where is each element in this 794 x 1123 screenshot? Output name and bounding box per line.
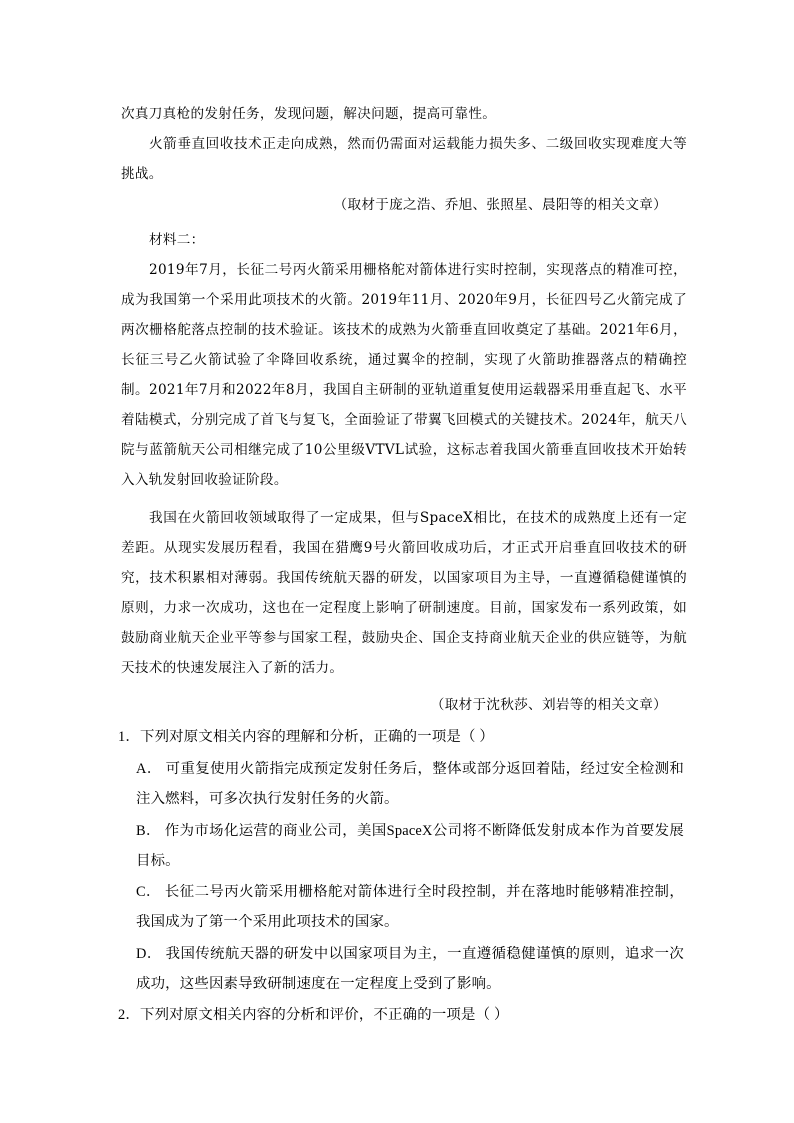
question-1-stem [118,722,688,752]
option-text: 我国传统航天器的研发中以国家项目为主，一直遵循稳健谨慎的原则，追求一次成功，这些因素导致研制速度在一定程度上受到了影响。 [136,946,684,992]
option-letter: D． [136,946,162,962]
material-one-source: （取材于庞之浩、乔旭、张照星、晨阳等的相关文章） [333,197,667,213]
material-one-continuation: 次真刀真枪的发射任务，发现问题，解决问题，提高可靠性。 [121,106,497,122]
question-number: 2． [118,1007,140,1023]
material-two-paragraph-1: 2019年7月，长征二号丙火箭采用栅格舵对箭体进行实时控制，实现落点的精准可控，成为我国第一个采用此项技术的火箭。2019年11月、2020年9月，长征四号乙火箭完成了两次栅格舵落点控制的技术验证。该技术的成熟为火箭垂直回收奠定了基础。2021年6月，长征三号乙火箭试验了伞降回收系统，通过翼伞的控制，实现了火箭助推器落点的精确控制。2021年7月和2022年8月，我国自主研制的亚轨道重复使用运载器采用垂直起飞、水平着陆模式，分别完成了首飞与复飞，全面验证了带翼飞回模式的关键技术。2024年，航天八院与蓝箭航天公司相继完成了10公里级VTVL试验，这标志着我国火箭垂直回收技术开始转入入轨发射回收验证阶段。 [121,262,687,488]
question-2-stem [118,1000,688,1030]
question-1-option-d[interactable] [136,939,684,999]
question-text: 下列对原文相关内容的分析和评价，不正确的一项是（ ） [140,1007,509,1023]
material-two-paragraph-2: 我国在火箭回收领域取得了一定成果，但与SpaceX相比，在技术的成熟度上还有一定差距。从现实发展历程看，我国在猎鹰9号火箭回收成功后，才正式开启垂直回收技术的研究，技术积累相对薄弱。我国传统航天器的研发，以国家项目为主导，一直遵循稳健谨慎的原则，力求一次成功，这也在一定程度上影响了研制速度。目前，国家发布一系列政策，如鼓励商业航天企业平等参与国家工程，鼓励央企、国企支持商业航天企业的供应链等，为航天技术的快速发展注入了新的活力。 [121,510,687,676]
material-one-paragraph: 火箭垂直回收技术正走向成熟，然而仍需面对运载能力损失多、二级回收实现难度大等挑战。 [121,136,687,182]
question-number: 1． [118,729,140,745]
option-letter: B． [136,823,161,839]
question-text: 下列对原文相关内容的理解和分析，正确的一项是（ ） [140,729,494,745]
question-1-option-c[interactable] [136,877,684,937]
option-letter: C． [136,884,161,900]
material-two-source: （取材于沈秋莎、刘岩等的相关文章） [430,697,667,713]
option-text: 作为市场化运营的商业公司，美国SpaceX公司将不断降低发射成本作为首要发展目标。 [136,823,685,869]
question-1-option-b[interactable] [136,816,684,876]
material-two-heading: 材料二： [149,232,205,248]
option-text: 长征二号丙火箭采用栅格舵对箭体进行全时段控制，并在落地时能够精准控制，我国成为了第一个采用此项技术的国家。 [136,884,684,930]
option-letter: A． [136,761,162,777]
question-1-option-a[interactable] [136,754,684,814]
option-text: 可重复使用火箭指完成预定发射任务后，整体或部分返回着陆，经过安全检测和注入燃料，可多次执行发射任务的火箭。 [136,761,684,807]
